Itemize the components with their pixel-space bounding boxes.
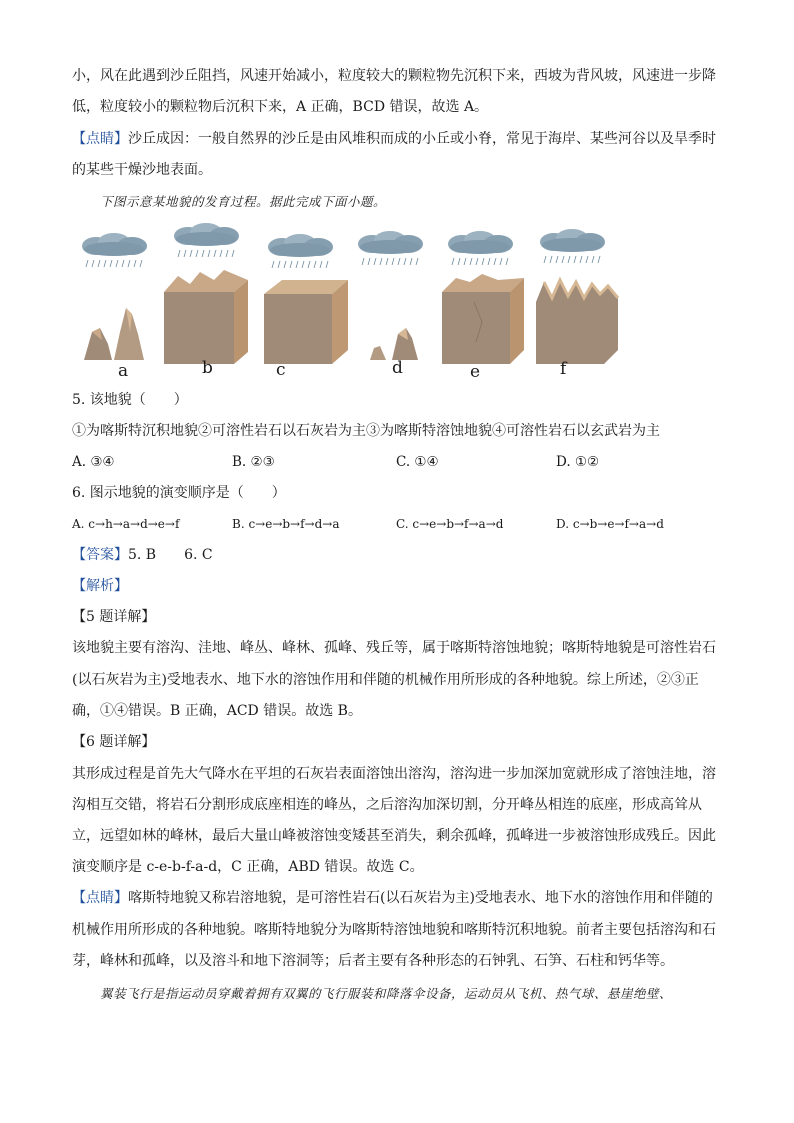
answer-text: 5. B 6. C xyxy=(128,547,213,563)
paragraph-line: 演变顺序是 c-e-b-f-a-d，C 正确，ABD 错误。故选 C。 xyxy=(72,859,424,875)
paragraph-line: 其形成过程是首先大气降水在平坦的石灰岩表面溶蚀出溶沟，溶沟进一步加深加宽就形成了溶蚀洼地，溶 xyxy=(72,766,716,782)
landform-f-peaks xyxy=(536,280,618,364)
dianjing-tag: 【点睛】 xyxy=(72,890,128,906)
landform-d-hills xyxy=(370,328,418,360)
figure-label: b xyxy=(202,358,213,378)
q6-option-d: D. c→b→e→f→a→d xyxy=(556,517,664,531)
figure-label: a xyxy=(118,361,129,381)
cloud-icon xyxy=(82,233,147,267)
figure-label: d xyxy=(392,358,403,378)
cloud-icon xyxy=(268,234,333,268)
paragraph-line: 芽，峰林和孤峰，以及溶斗和地下溶洞等；后者主要有各种形态的石钟乳、石笋、石柱和钙华等。 xyxy=(72,953,674,969)
paragraph-line: 确，①④错误。B 正确，ACD 错误。故选 B。 xyxy=(72,703,362,719)
landform-a-peaks xyxy=(84,308,144,360)
cloud-icon xyxy=(540,229,605,263)
paragraph-line: 立，远望如林的峰林，最后大量山峰被溶蚀变矮甚至消失，剩余孤峰，孤峰进一步被溶蚀形成残丘。因此 xyxy=(72,828,716,844)
q5-option-a: A. ③④ xyxy=(72,454,115,470)
q5-option-c: C. ①④ xyxy=(396,454,439,470)
question-6-stem: 6. 图示地貌的演变顺序是（ ） xyxy=(72,485,286,501)
landform-c-block xyxy=(264,280,348,364)
cloud-icon xyxy=(448,231,513,265)
figure-label: c xyxy=(276,360,286,380)
q6-option-c: C. c→e→b→f→a→d xyxy=(396,517,504,531)
analysis-tag: 【解析】 xyxy=(72,578,128,594)
cloud-icon xyxy=(174,223,239,257)
paragraph-line: 沟相互交错，将岩石分割形成底座相连的峰丛，之后溶沟加深切割，分开峰丛相连的底座，形成高耸从 xyxy=(72,797,702,813)
paragraph-line: 的某些干燥沙地表面。 xyxy=(72,162,212,178)
paragraph-line: 机械作用所形成的各种地貌。喀斯特地貌分为喀斯特溶蚀地貌和喀斯特沉积地貌。前者主要包括溶沟和石 xyxy=(72,922,716,938)
dianjing-text: 喀斯特地貌又称岩溶地貌，是可溶性岩石(以石灰岩为主)受地表水、地下水的溶蚀作用和伴随的 xyxy=(128,890,713,906)
q6-option-b: B. c→e→b→f→d→a xyxy=(232,517,340,531)
dianjing-text: 沙丘成因：一般自然界的沙丘是由风堆积而成的小丘或小脊，常见于海岸、某些河谷以及旱季时 xyxy=(128,131,716,147)
landform-e-block xyxy=(442,274,524,364)
detail5-tag: 【5 题详解】 xyxy=(72,609,156,625)
detail6-tag: 【6 题详解】 xyxy=(72,734,156,750)
figure-intro: 下图示意某地貌的发育过程。据此完成下面小题。 xyxy=(100,194,387,209)
q5-option-d: D. ①② xyxy=(556,454,600,470)
paragraph-line: (以石灰岩为主)受地表水、地下水的溶蚀作用和伴随的机械作用所形成的各种地貌。综上所述，②③正 xyxy=(72,672,699,688)
question-5-statements: ①为喀斯特沉积地貌②可溶性岩石以石灰岩为主③为喀斯特溶蚀地貌④可溶性岩石以玄武岩为主 xyxy=(72,423,660,439)
answer-tag: 【答案】 xyxy=(72,547,128,563)
paragraph-line: 该地貌主要有溶沟、洼地、峰丛、峰林、孤峰、残丘等，属于喀斯特溶蚀地貌；喀斯特地貌是可溶性岩石 xyxy=(72,640,716,656)
paragraph-line: 小，风在此遇到沙丘阻挡，风速开始减小，粒度较大的颗粒物先沉积下来，西坡为背风坡，风速进一步降 xyxy=(72,68,716,84)
cloud-icon xyxy=(358,231,423,265)
figure-label: e xyxy=(470,362,481,382)
question-5-stem: 5. 该地貌（ ） xyxy=(72,392,188,408)
answer-line xyxy=(72,545,722,565)
landform-figure xyxy=(78,222,638,382)
landform-b-block xyxy=(164,270,248,364)
paragraph-line xyxy=(72,888,722,908)
paragraph-line xyxy=(72,129,722,149)
q6-option-a: A. c→h→a→d→e→f xyxy=(72,517,180,531)
next-passage-line: 翼装飞行是指运动员穿戴着拥有双翼的飞行服装和降落伞设备，运动员从飞机、热气球、悬崖绝壁、 xyxy=(100,986,673,1001)
q5-option-b: B. ②③ xyxy=(232,454,275,470)
figure-label: f xyxy=(560,359,567,379)
paragraph-line: 低，粒度较小的颗粒物后沉积下来，A 正确，BCD 错误，故选 A。 xyxy=(72,99,489,115)
dianjing-tag: 【点睛】 xyxy=(72,131,128,147)
